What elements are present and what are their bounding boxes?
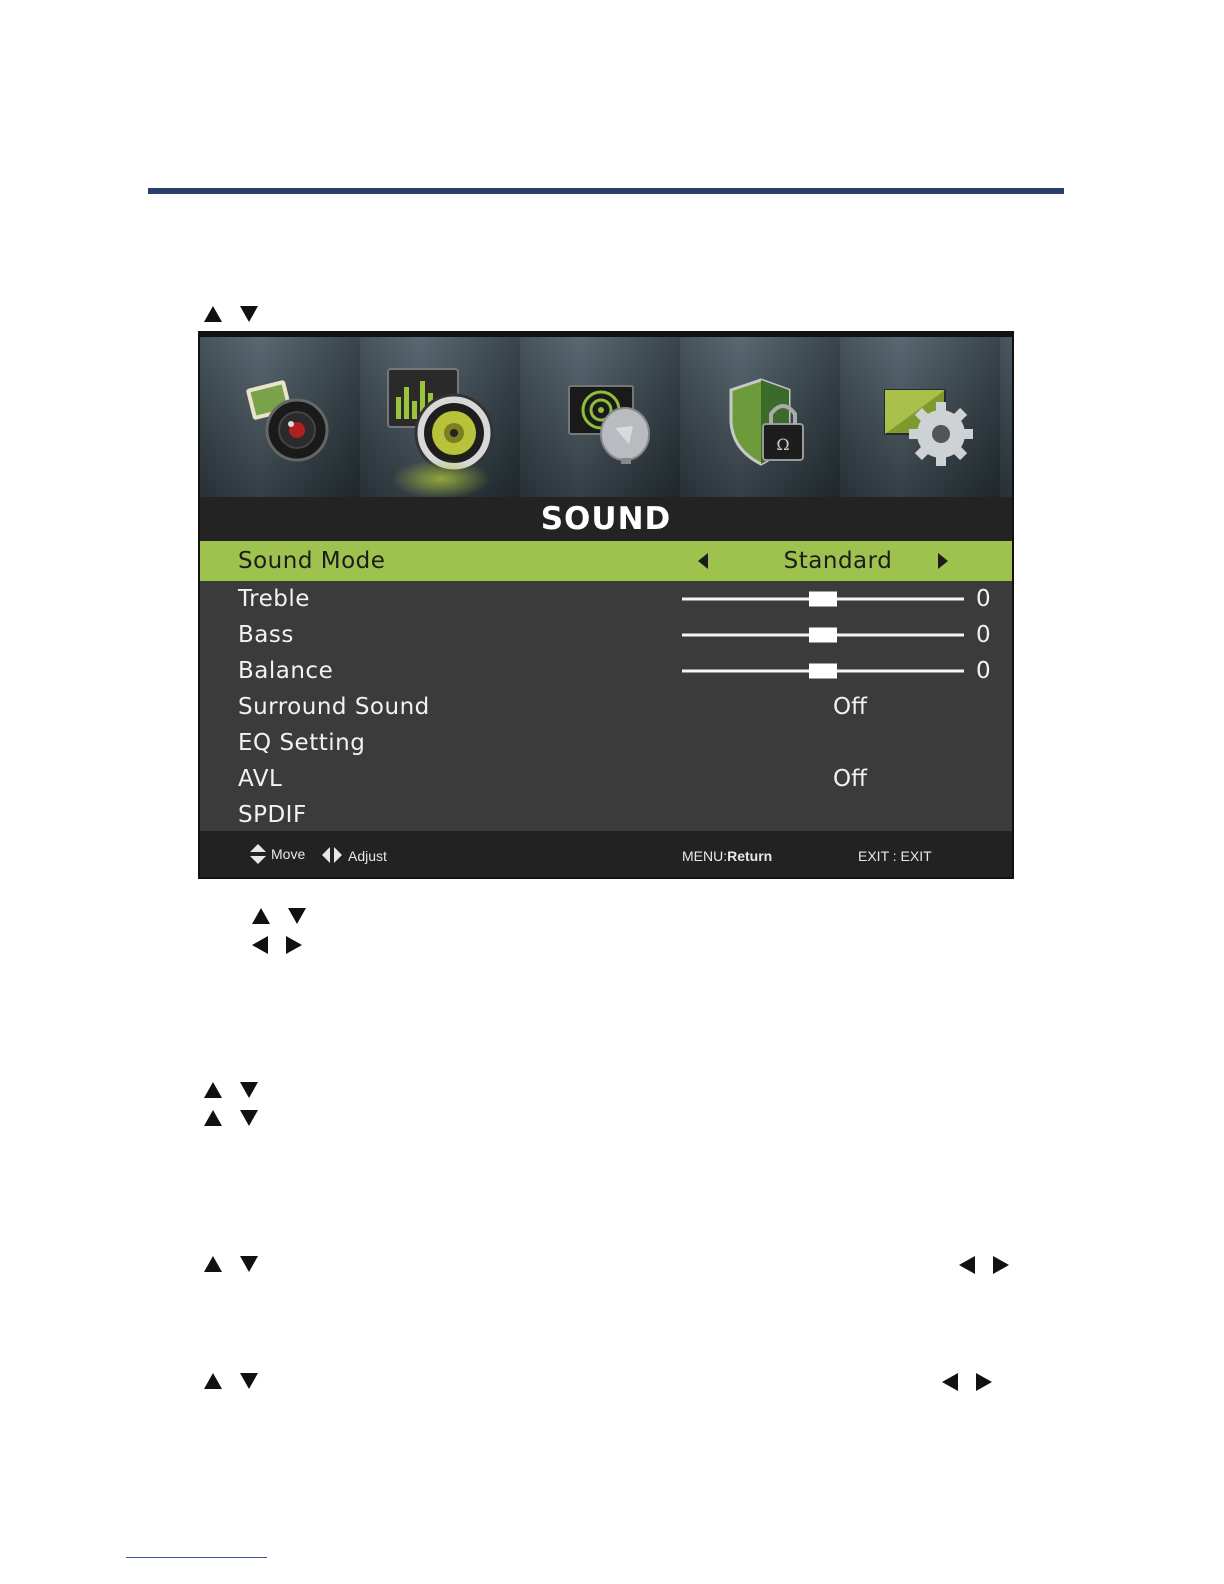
- right-icon: [286, 936, 302, 954]
- up-down-arrows-6: [204, 1373, 258, 1389]
- up-icon: [204, 1256, 222, 1272]
- menu-item-label: EQ Setting: [238, 730, 366, 756]
- sound-mode-value: Standard: [783, 548, 893, 574]
- sound-icon[interactable]: [386, 367, 496, 477]
- up-down-arrows-4: [204, 1110, 258, 1126]
- down-icon: [288, 908, 306, 924]
- lock-icon[interactable]: [712, 367, 822, 477]
- avl-value: Off: [833, 766, 867, 792]
- left-icon: [252, 936, 268, 954]
- menu-item-label: AVL: [238, 766, 283, 792]
- move-icon: [250, 844, 266, 864]
- menu-item-balance[interactable]: [200, 653, 1012, 689]
- adjust-icon: [322, 847, 342, 863]
- surround-sound-value: Off: [833, 694, 867, 720]
- slider-thumb[interactable]: [809, 628, 837, 643]
- left-right-arrows-2: [959, 1256, 1009, 1274]
- menu-return-hint: [682, 848, 772, 864]
- menu-item-label: Treble: [238, 586, 310, 612]
- slider-thumb[interactable]: [809, 664, 837, 679]
- picture-icon[interactable]: [234, 367, 344, 477]
- balance-slider[interactable]: [682, 670, 964, 673]
- left-arrow-icon[interactable]: [698, 553, 708, 569]
- treble-slider[interactable]: [682, 598, 964, 601]
- right-icon: [993, 1256, 1009, 1274]
- up-down-arrows-5: [204, 1256, 258, 1272]
- menu-item-sound-mode[interactable]: [200, 541, 1012, 581]
- down-icon: [240, 1373, 258, 1389]
- menu-title: SOUND: [200, 497, 1012, 541]
- menu-item-treble[interactable]: [200, 581, 1012, 617]
- menu-item-label: Surround Sound: [238, 694, 430, 720]
- menu-hint-prefix: MENU:: [682, 848, 728, 864]
- down-icon: [240, 1082, 258, 1098]
- bass-value: 0: [976, 622, 991, 648]
- right-icon: [976, 1373, 992, 1391]
- svg-text:Ω: Ω: [776, 435, 790, 454]
- left-icon: [942, 1373, 958, 1391]
- left-icon: [959, 1256, 975, 1274]
- channel-icon[interactable]: [558, 367, 668, 477]
- menu-hint-action: Return: [727, 848, 773, 864]
- setup-icon[interactable]: [874, 367, 984, 477]
- up-down-arrows-3: [204, 1082, 258, 1098]
- up-icon: [252, 908, 270, 924]
- left-right-arrows-1: [252, 936, 302, 954]
- menu-item-label: Balance: [238, 658, 334, 684]
- up-down-arrows-1: [204, 306, 258, 322]
- left-right-arrows-3: [942, 1373, 992, 1391]
- menu-item-spdif[interactable]: [200, 797, 1012, 833]
- down-icon: [240, 306, 258, 322]
- up-icon: [204, 306, 222, 322]
- down-icon: [240, 1256, 258, 1272]
- adjust-hint: Adjust: [348, 848, 387, 864]
- right-arrow-icon[interactable]: [938, 553, 948, 569]
- tv-sound-menu: [198, 331, 1014, 879]
- menu-item-bass[interactable]: [200, 617, 1012, 653]
- move-hint: Move: [271, 846, 306, 862]
- bass-slider[interactable]: [682, 634, 964, 637]
- slider-thumb[interactable]: [809, 592, 837, 607]
- down-icon: [240, 1110, 258, 1126]
- exit-hint: EXIT : EXIT: [858, 848, 932, 864]
- menu-icon-bar: [200, 337, 1012, 498]
- menu-item-label: Bass: [238, 622, 294, 648]
- menu-item-eq-setting[interactable]: [200, 725, 1012, 761]
- footer-link-underline: [126, 1557, 267, 1558]
- sound-menu-list: [200, 541, 1012, 833]
- up-icon: [204, 1110, 222, 1126]
- up-icon: [204, 1373, 222, 1389]
- header-rule: [148, 188, 1064, 194]
- menu-item-label: SPDIF: [238, 802, 307, 828]
- menu-item-avl[interactable]: [200, 761, 1012, 797]
- up-icon: [204, 1082, 222, 1098]
- treble-value: 0: [976, 586, 991, 612]
- up-down-arrows-2: [252, 908, 306, 924]
- menu-item-surround-sound[interactable]: [200, 689, 1012, 725]
- menu-item-label: Sound Mode: [238, 548, 386, 574]
- balance-value: 0: [976, 658, 991, 684]
- hint-bar: [200, 831, 1012, 877]
